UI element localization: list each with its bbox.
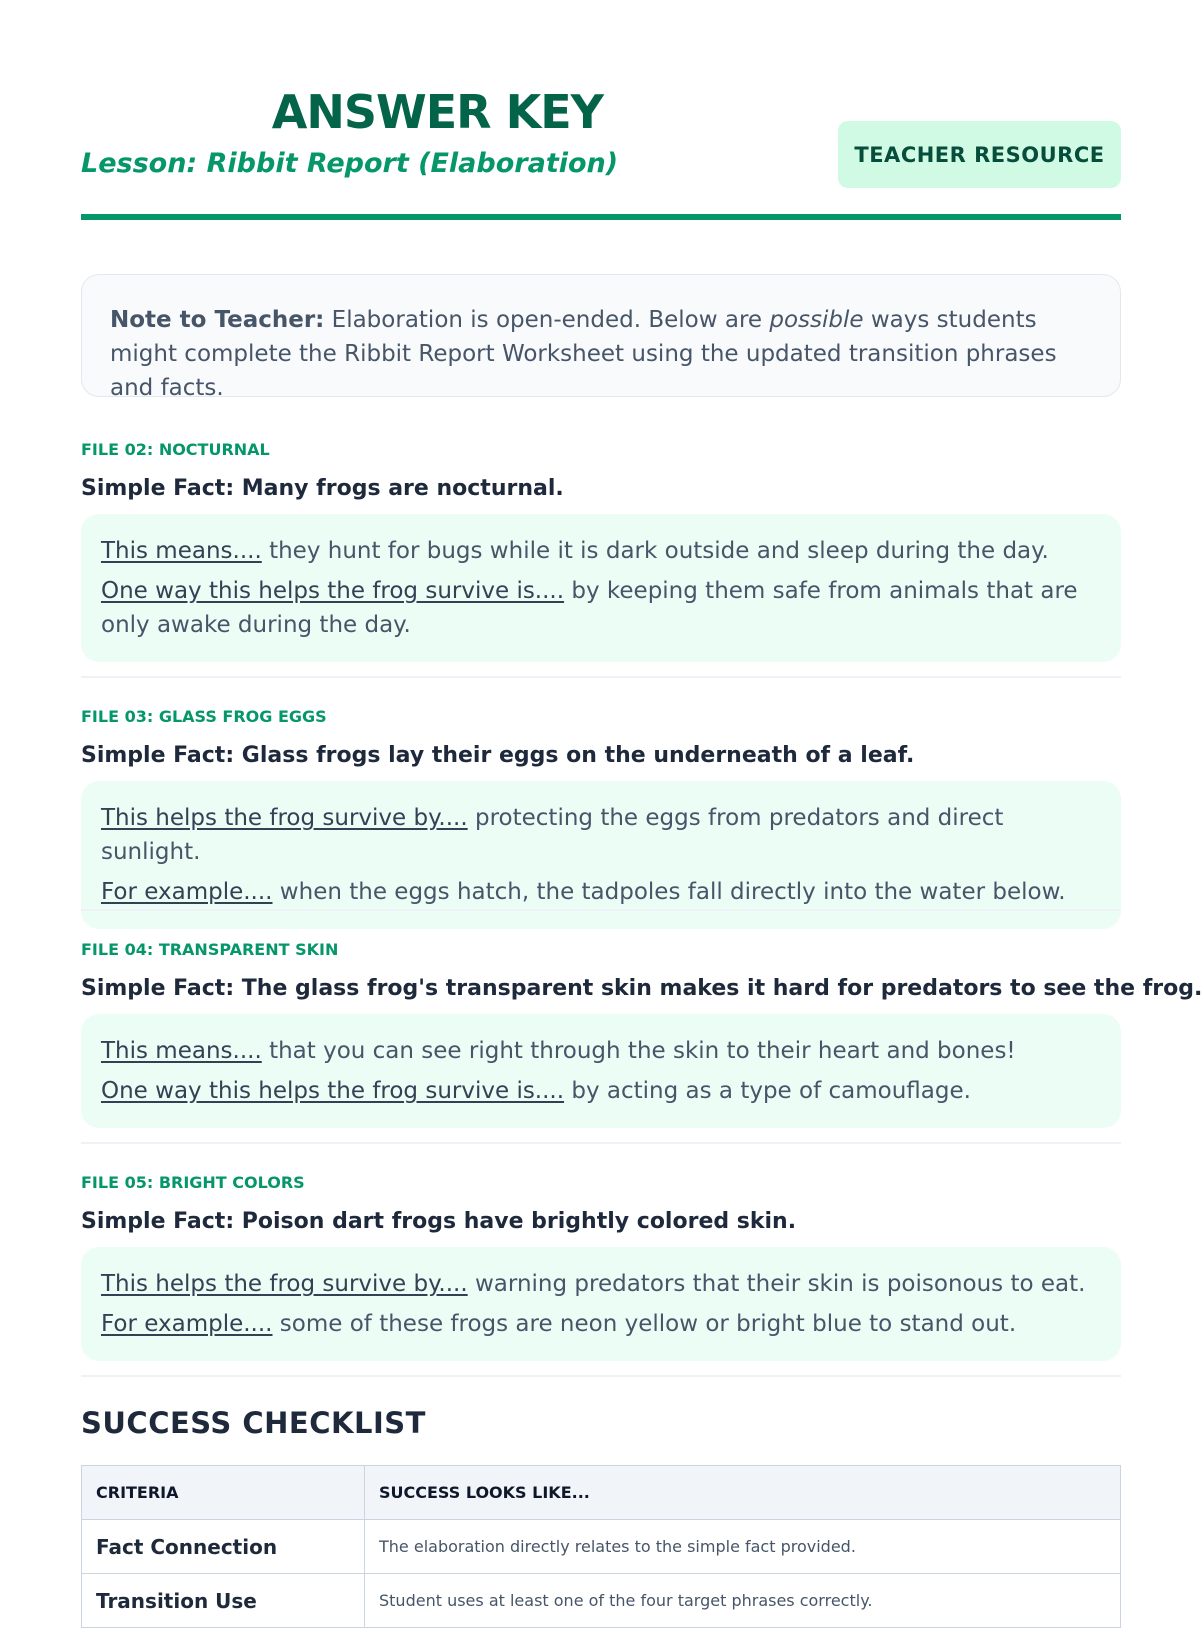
criteria-cell: Transition Use xyxy=(82,1574,365,1628)
checklist-title: SUCCESS CHECKLIST xyxy=(81,1406,426,1440)
elaboration-line xyxy=(101,801,1101,869)
simple-fact: Simple Fact: The glass frog's transparent skin makes it hard for predators to see the frog. xyxy=(81,976,1202,1001)
elaboration-line xyxy=(101,1307,1101,1341)
teacher-note xyxy=(81,274,1121,401)
elaboration-box xyxy=(81,514,1121,662)
transition-phrase: For example.... xyxy=(101,1311,273,1337)
criteria-cell: Fact Connection xyxy=(82,1520,365,1574)
elaboration-line xyxy=(101,574,1101,642)
simple-fact: Simple Fact: Poison dart frogs have brightly colored skin. xyxy=(81,1209,797,1234)
file-section-nocturnal xyxy=(81,440,1121,662)
section-divider xyxy=(81,909,1121,911)
elaboration-line xyxy=(101,1074,1101,1108)
transition-phrase: One way this helps the frog survive is.... xyxy=(101,578,565,604)
elaboration-box xyxy=(81,1014,1121,1128)
header xyxy=(81,0,1121,222)
elaboration-line xyxy=(101,875,1101,909)
elaboration-text: they hunt for bugs while it is dark outside and sleep during the day. xyxy=(261,538,1049,564)
file-label: FILE 05: BRIGHT COLORS xyxy=(81,1173,305,1192)
file-section-glass-frog-eggs xyxy=(81,707,1121,929)
elaboration-line xyxy=(101,534,1101,568)
simple-fact: Simple Fact: Glass frogs lay their eggs on the underneath of a leaf. xyxy=(81,743,915,768)
elaboration-text: by acting as a type of camouflage. xyxy=(564,1078,971,1104)
elaboration-text: by keeping them safe from animals that are only awake during the day. xyxy=(101,578,1078,638)
elaboration-text: protecting the eggs from predators and direct sunlight. xyxy=(101,805,1004,865)
elaboration-text: warning predators that their skin is poisonous to eat. xyxy=(467,1271,1086,1297)
teacher-resource-badge: TEACHER RESOURCE xyxy=(838,121,1121,188)
lesson-subtitle: Lesson: Ribbit Report (Elaboration) xyxy=(81,148,619,179)
success-cell: Student uses at least one of the four target phrases correctly. xyxy=(365,1574,1121,1628)
page-title: ANSWER KEY xyxy=(271,85,603,139)
transition-phrase: For example.... xyxy=(101,879,273,905)
file-section-bright-colors xyxy=(81,1173,1121,1361)
note-text-after: ways students might complete the Ribbit Report Worksheet using the updated transition phrases and facts. xyxy=(110,307,1057,401)
answer-key-page xyxy=(81,0,1202,1613)
file-section-transparent-skin xyxy=(81,940,1202,1128)
file-label: FILE 02: NOCTURNAL xyxy=(81,440,270,459)
section-divider xyxy=(81,1142,1121,1144)
file-label: FILE 03: GLASS FROG EGGS xyxy=(81,707,327,726)
title-block xyxy=(81,85,619,182)
note-label: Note to Teacher: xyxy=(110,307,325,333)
table-row xyxy=(82,1574,1121,1628)
simple-fact: Simple Fact: Many frogs are nocturnal. xyxy=(81,476,564,501)
note-emphasis: possible xyxy=(769,307,864,333)
transition-phrase: This helps the frog survive by.... xyxy=(101,1271,468,1297)
section-divider xyxy=(81,676,1121,678)
file-label: FILE 04: TRANSPARENT SKIN xyxy=(81,940,339,959)
table-header-row xyxy=(82,1466,1121,1520)
elaboration-text: some of these frogs are neon yellow or bright blue to stand out. xyxy=(272,1311,1017,1337)
elaboration-box xyxy=(81,781,1121,929)
transition-phrase: This means.... xyxy=(101,1038,262,1064)
elaboration-line xyxy=(101,1267,1101,1301)
header-divider xyxy=(81,214,1121,220)
transition-phrase: One way this helps the frog survive is.... xyxy=(101,1078,565,1104)
transition-phrase: This means.... xyxy=(101,538,262,564)
header-success: SUCCESS LOOKS LIKE... xyxy=(365,1466,1121,1520)
transition-phrase: This helps the frog survive by.... xyxy=(101,805,468,831)
elaboration-text: that you can see right through the skin to their heart and bones! xyxy=(261,1038,1016,1064)
elaboration-text: when the eggs hatch, the tadpoles fall directly into the water below. xyxy=(272,879,1066,905)
table-row xyxy=(82,1520,1121,1574)
section-divider xyxy=(81,1375,1121,1377)
header-criteria: CRITERIA xyxy=(82,1466,365,1520)
success-cell: The elaboration directly relates to the simple fact provided. xyxy=(365,1520,1121,1574)
note-text-before: Elaboration is open-ended. Below are xyxy=(324,307,770,333)
success-checklist-table xyxy=(81,1465,1121,1628)
elaboration-line xyxy=(101,1034,1101,1068)
elaboration-box xyxy=(81,1247,1121,1361)
